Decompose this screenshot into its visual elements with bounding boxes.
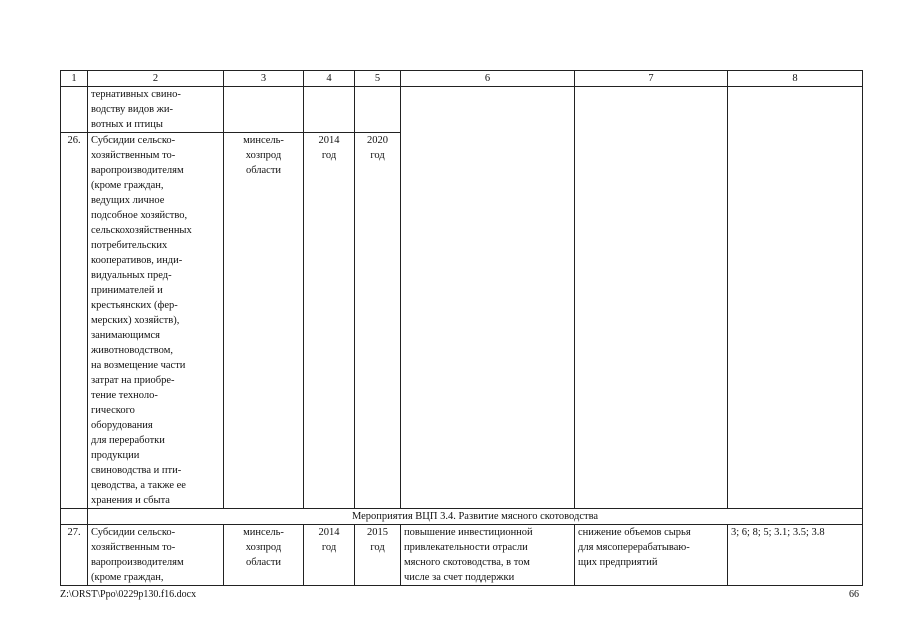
- activity-description: [88, 133, 224, 509]
- text-line: сельскохозяйственных: [91, 225, 192, 236]
- cont-start-cell: [304, 87, 355, 133]
- text-line: снижение объемов сырья: [578, 527, 691, 538]
- text-line: тернативных свино-: [91, 89, 181, 100]
- file-path: Z:\ORST\Ppo\0229p130.f16.docx: [60, 589, 197, 600]
- header-col-4: 4: [304, 71, 355, 87]
- text-line: хозяйственным то-: [91, 542, 176, 553]
- text-line: повышение инвестиционной: [404, 527, 533, 538]
- executor-cell: [224, 133, 304, 509]
- section-title: Мероприятия ВЦП 3.4. Развитие мясного скотоводства: [88, 509, 863, 525]
- text-line: Субсидии сельско-: [91, 135, 176, 146]
- row-number: 26.: [61, 133, 88, 509]
- text-line: подсобное хозяйство,: [91, 210, 188, 221]
- text-line: продукции: [91, 450, 140, 461]
- text-line: свиноводства и пти-: [91, 465, 182, 476]
- text-line: гического: [91, 405, 135, 416]
- cont-num-cell: [61, 87, 88, 133]
- section-header-row: [61, 509, 863, 525]
- text-line: хозяйственным то-: [91, 150, 176, 161]
- row-number: 27.: [61, 525, 88, 586]
- header-col-5: 5: [355, 71, 401, 87]
- cont-executor-cell: [224, 87, 304, 133]
- header-col-2: 2: [88, 71, 224, 87]
- header-col-8: 8: [728, 71, 863, 87]
- merged-link-cell: [728, 87, 863, 509]
- column-number-header-row: [61, 71, 863, 87]
- text-line: потребительских: [91, 240, 168, 251]
- text-line: видуальных пред-: [91, 270, 172, 281]
- text-line: год: [370, 150, 385, 161]
- text-line: хозпрод: [245, 542, 282, 553]
- text-line: области: [245, 165, 282, 176]
- table-row-27: [61, 525, 863, 586]
- section-num-cell: [61, 509, 88, 525]
- text-line: принимателей и: [91, 285, 163, 296]
- text-line: Субсидии сельско-: [91, 527, 176, 538]
- header-col-3: 3: [224, 71, 304, 87]
- page-number: 66: [849, 589, 859, 600]
- text-line: водству видов жи-: [91, 104, 174, 115]
- executor-cell: [224, 525, 304, 586]
- text-line: 2014: [318, 135, 340, 146]
- text-line: затрат на приобре-: [91, 375, 175, 386]
- text-line: оборудования: [91, 420, 153, 431]
- start-year-cell: [304, 133, 355, 509]
- header-col-6: 6: [401, 71, 575, 87]
- text-line: варопроизводителям: [91, 165, 184, 176]
- cont-end-cell: [355, 87, 401, 133]
- text-line: 2014: [318, 527, 340, 538]
- end-year-cell: [355, 525, 401, 586]
- consequence-cell: [575, 525, 728, 586]
- header-col-7: 7: [575, 71, 728, 87]
- text-line: (кроме граждан,: [91, 180, 164, 191]
- text-line: 2015: [367, 527, 388, 538]
- text-line: минсель-: [243, 527, 284, 538]
- text-line: 2020: [367, 135, 388, 146]
- text-line: год: [370, 542, 385, 553]
- text-line: мерских) хозяйств),: [91, 315, 180, 326]
- continued-row: [61, 87, 863, 133]
- program-activities-table: [60, 70, 863, 586]
- text-line: ведущих личное: [91, 195, 165, 206]
- text-line: кооперативов, инди-: [91, 255, 183, 266]
- text-line: цеводства, а также ее: [91, 480, 186, 491]
- text-line: для мясоперерабатываю-: [578, 542, 690, 553]
- merged-consequence-cell: [575, 87, 728, 509]
- start-year-cell: [304, 525, 355, 586]
- indicator-link-cell: 3; 6; 8; 5; 3.1; 3.5; 3.8: [728, 525, 863, 586]
- text-line: год: [321, 542, 337, 553]
- text-line: числе за счет поддержки: [404, 572, 515, 583]
- text-line: занимающимся: [91, 330, 160, 341]
- cont-description-cell: [88, 87, 224, 133]
- merged-result-cell: [401, 87, 575, 509]
- text-line: тение техноло-: [91, 390, 158, 401]
- end-year-cell: [355, 133, 401, 509]
- text-line: для переработки: [91, 435, 165, 446]
- text-line: животноводством,: [91, 345, 173, 356]
- text-line: вотных и птицы: [91, 119, 163, 130]
- text-line: крестьянских (фер-: [91, 300, 178, 311]
- text-line: хранения и сбыта: [91, 495, 170, 506]
- expected-result-cell: [401, 525, 575, 586]
- activity-description: [88, 525, 224, 586]
- text-line: привлекательности отрасли: [404, 542, 528, 553]
- text-line: минсель-: [243, 135, 284, 146]
- text-line: варопроизводителям: [91, 557, 184, 568]
- text-line: щих предприятий: [578, 557, 658, 568]
- text-line: области: [245, 557, 282, 568]
- header-col-1: 1: [61, 71, 88, 87]
- text-line: мясного скотоводства, в том: [404, 557, 530, 568]
- text-line: хозпрод: [245, 150, 282, 161]
- text-line: (кроме граждан,: [91, 572, 164, 583]
- text-line: на возмещение части: [91, 360, 186, 371]
- text-line: год: [321, 150, 337, 161]
